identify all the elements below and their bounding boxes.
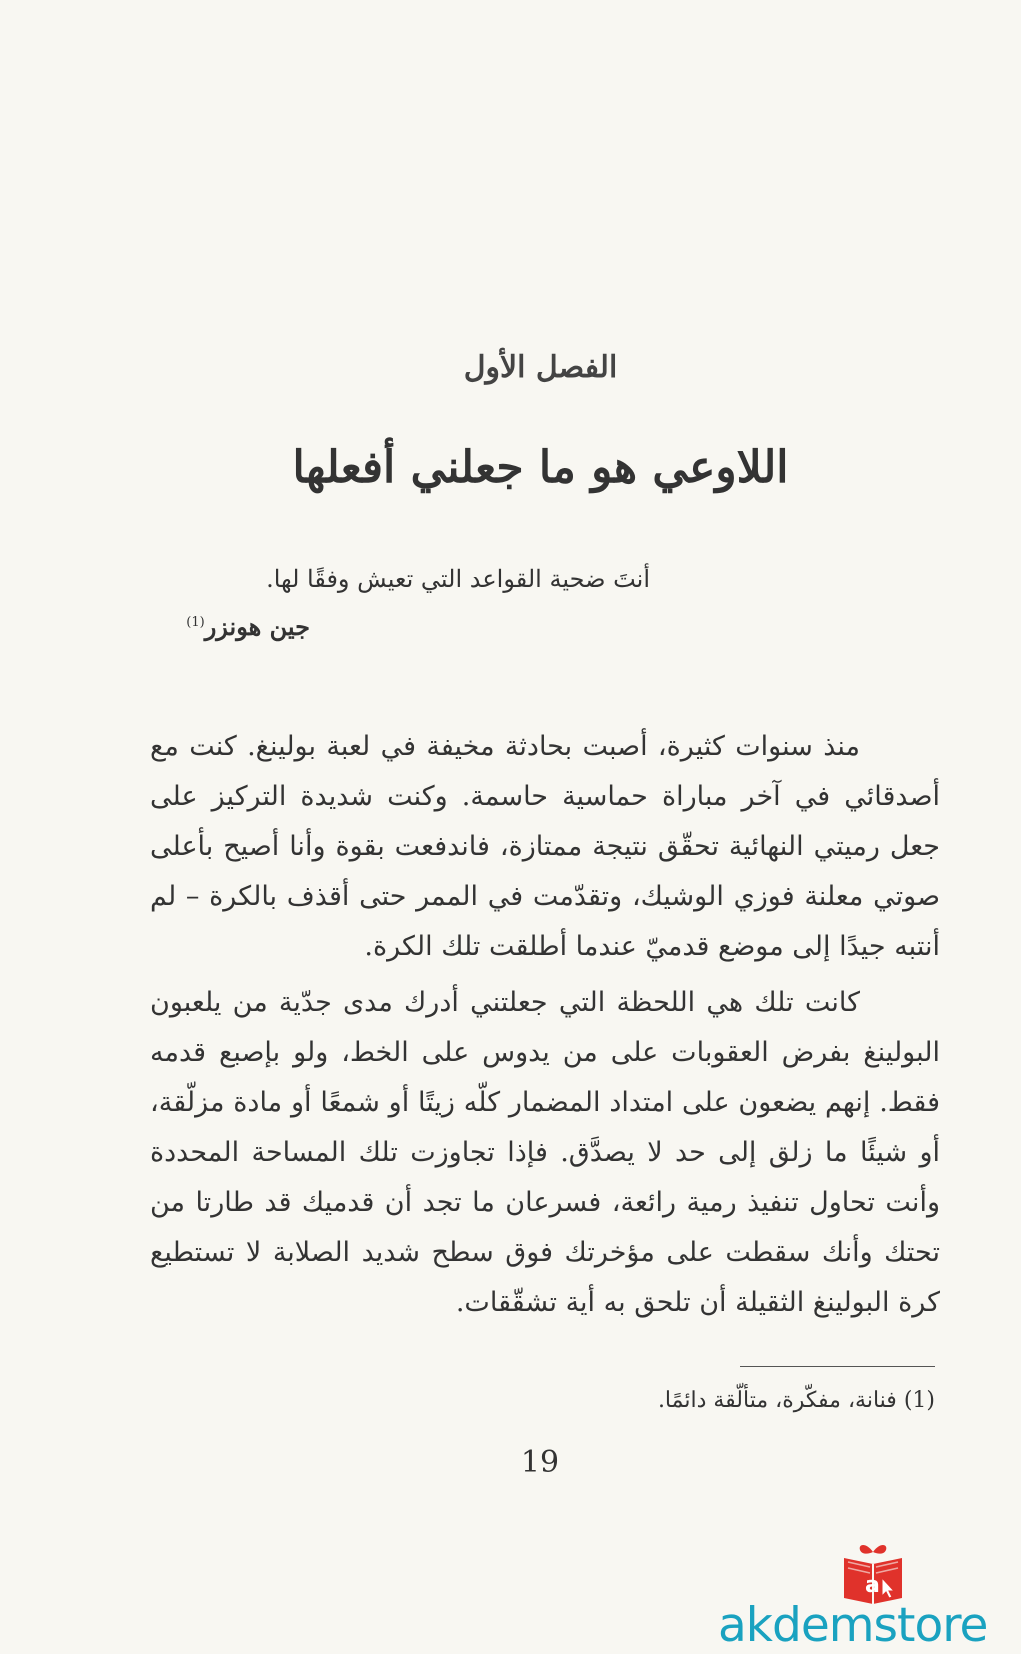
epigraph-quote: أنتَ ضحية القواعد التي تعيش وفقًا لها.: [266, 565, 650, 593]
epigraph-author: جين هونزر: [204, 612, 310, 641]
brand-logo: akdemstore: [718, 1598, 988, 1653]
chapter-label: الفصل الأول: [463, 350, 618, 385]
page-number: 19: [520, 1445, 560, 1480]
footnote-marker: (1): [186, 615, 205, 630]
paragraph: منذ سنوات كثيرة، أصبت بحادثة مخيفة في لعبة بولينغ. كنت مع أصدقائي في آخر مباراة حماسية حاسمة. وكنت شديدة التركيز على جعل رميتي النهائية تحقّق نتيجة ممتازة، فاندفعت بقوة وأنا أصيح بأعلى صوتي معلنة فوزي الوشيك، وتقدّمت في الممر حتى أقذف بالكرة – لم أنتبه جيدًا إلى موضع قدميّ عندما أطلقت تلك الكرة.: [150, 731, 940, 962]
footnote: (1) فنانة، مفكّرة، متألّقة دائمًا.: [657, 1388, 935, 1413]
epigraph-author-line: [150, 612, 310, 641]
svg-text:a: a: [865, 1573, 880, 1598]
footnote-divider: [740, 1366, 935, 1367]
paragraph: كانت تلك هي اللحظة التي جعلتني أدرك مدى جدّية من يلعبون البولينغ بفرض العقوبات على من يدوس على الخط، ولو بإصبع قدمه فقط. إنهم يضعون على امتداد المضمار كلّه زيتًا أو شمعًا أو مادة مزلّقة، أو شيئًا ما زلق إلى حد لا يصدَّق. فإذا تجاوزت تلك المساحة المحددة وأنت تحاول تنفيذ رمية رائعة، فسرعان ما تجد أن قدميك قد طارتا من تحتك وأنك سقطت على مؤخرتك فوق سطح شديد الصلابة لا تستطيع كرة البولينغ الثقيلة أن تلحق به أية تشقّقات.: [150, 987, 940, 1318]
chapter-title: اللاوعي هو ما جعلني أفعلها: [292, 442, 789, 493]
body-text: [150, 722, 940, 1328]
